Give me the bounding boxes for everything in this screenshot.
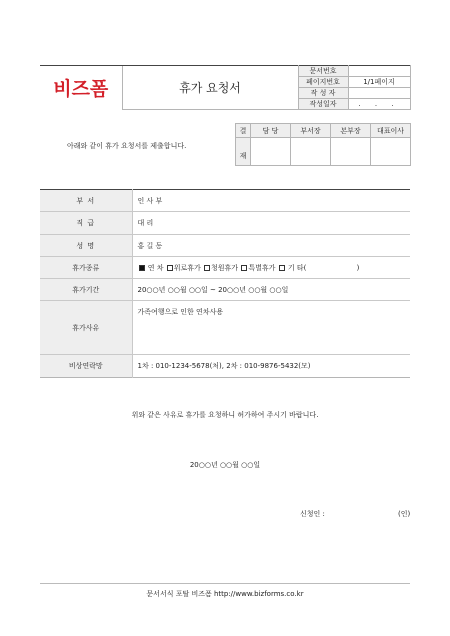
reason-label: 휴가사유	[40, 301, 132, 355]
intro-text: 아래와 같이 휴가 요청서를 제출합니다.	[67, 142, 187, 150]
reason-value[interactable]: 가족여행으로 인한 연차사용	[132, 301, 410, 355]
footer-divider	[40, 583, 410, 584]
approval-col-dept-head: 부서장	[291, 124, 331, 138]
contact-label: 비상연락망	[40, 355, 132, 378]
applicant-seal[interactable]: (인)	[398, 510, 411, 518]
meta-value-date: . . .	[348, 99, 410, 110]
request-text: 위와 같은 사유로 휴가를 요청하니 허가하여 주시기 바랍니다.	[131, 411, 319, 419]
approval-col-staff: 담 당	[251, 124, 291, 138]
position-label: 직 급	[40, 212, 132, 235]
option-annual-leave: 연 차	[147, 263, 164, 272]
document-header	[40, 65, 411, 110]
approval-box	[235, 123, 411, 166]
document-title-text: 휴가 요청서	[179, 81, 241, 95]
brand-text: 비즈폼	[53, 78, 109, 101]
form-row-department	[40, 190, 410, 212]
meta-label-author: 작 성 자	[298, 88, 348, 99]
meta-label-doc-number: 문서번호	[298, 66, 348, 77]
form-row-period	[40, 279, 410, 301]
leave-type-label: 휴가종류	[40, 257, 132, 279]
checkbox-special-leave[interactable]	[241, 265, 247, 271]
meta-value-page-number: 1/1페이지	[348, 77, 410, 88]
meta-label-page-number: 페이지번호	[298, 77, 348, 88]
approval-sign-staff[interactable]	[251, 138, 291, 166]
option-petition-leave: 청원휴가	[211, 263, 239, 272]
meta-value-doc-number	[348, 66, 410, 77]
checkbox-condolence-leave[interactable]	[167, 265, 173, 271]
period-label: 휴가기간	[40, 279, 132, 301]
leave-form-table	[40, 189, 410, 378]
brand-logo	[40, 66, 122, 110]
name-value[interactable]: 홍 길 동	[132, 235, 410, 257]
option-other-close: )	[356, 263, 360, 272]
approval-sign-ceo[interactable]	[371, 138, 411, 166]
document-title	[122, 66, 298, 110]
position-value[interactable]: 대 리	[132, 212, 410, 235]
checkbox-annual-leave[interactable]	[139, 265, 145, 271]
approval-col-division-head: 본부장	[331, 124, 371, 138]
option-condolence-leave: 위로휴가	[173, 263, 201, 272]
approval-side-bottom: 재	[236, 138, 251, 166]
contact-value[interactable]: 1차 : 010-1234-5678(처), 2차 : 010-9876-5432(모)	[137, 362, 311, 370]
form-row-reason	[40, 301, 410, 355]
checkbox-petition-leave[interactable]	[204, 265, 210, 271]
approval-sign-division-head[interactable]	[331, 138, 371, 166]
approval-col-ceo: 대표이사	[371, 124, 411, 138]
approval-sign-dept-head[interactable]	[291, 138, 331, 166]
footer-text: 문서서식 포탈 비즈폼 http://www.bizforms.co.kr	[146, 590, 304, 598]
period-value[interactable]: 20○○년 ○○월 ○○일 ~ 20○○년 ○○월 ○○일	[132, 279, 410, 301]
leave-type-options	[132, 257, 410, 279]
request-date: 20○○년 ○○월 ○○일	[189, 461, 261, 469]
option-other-leave: 기 타(	[287, 263, 307, 272]
form-row-leave-type	[40, 257, 410, 279]
meta-value-author	[348, 88, 410, 99]
checkbox-other-leave[interactable]	[279, 265, 285, 271]
meta-label-date: 작성일자	[298, 99, 348, 110]
form-row-contact	[40, 355, 410, 378]
name-label: 성 명	[40, 235, 132, 257]
form-row-name	[40, 235, 410, 257]
department-value[interactable]: 인 사 부	[132, 190, 410, 212]
department-label: 부 서	[40, 190, 132, 212]
approval-side-top: 결	[236, 124, 251, 138]
applicant-label: 신청인 :	[300, 510, 325, 518]
option-special-leave: 특별휴가	[248, 263, 276, 272]
form-row-position	[40, 212, 410, 235]
